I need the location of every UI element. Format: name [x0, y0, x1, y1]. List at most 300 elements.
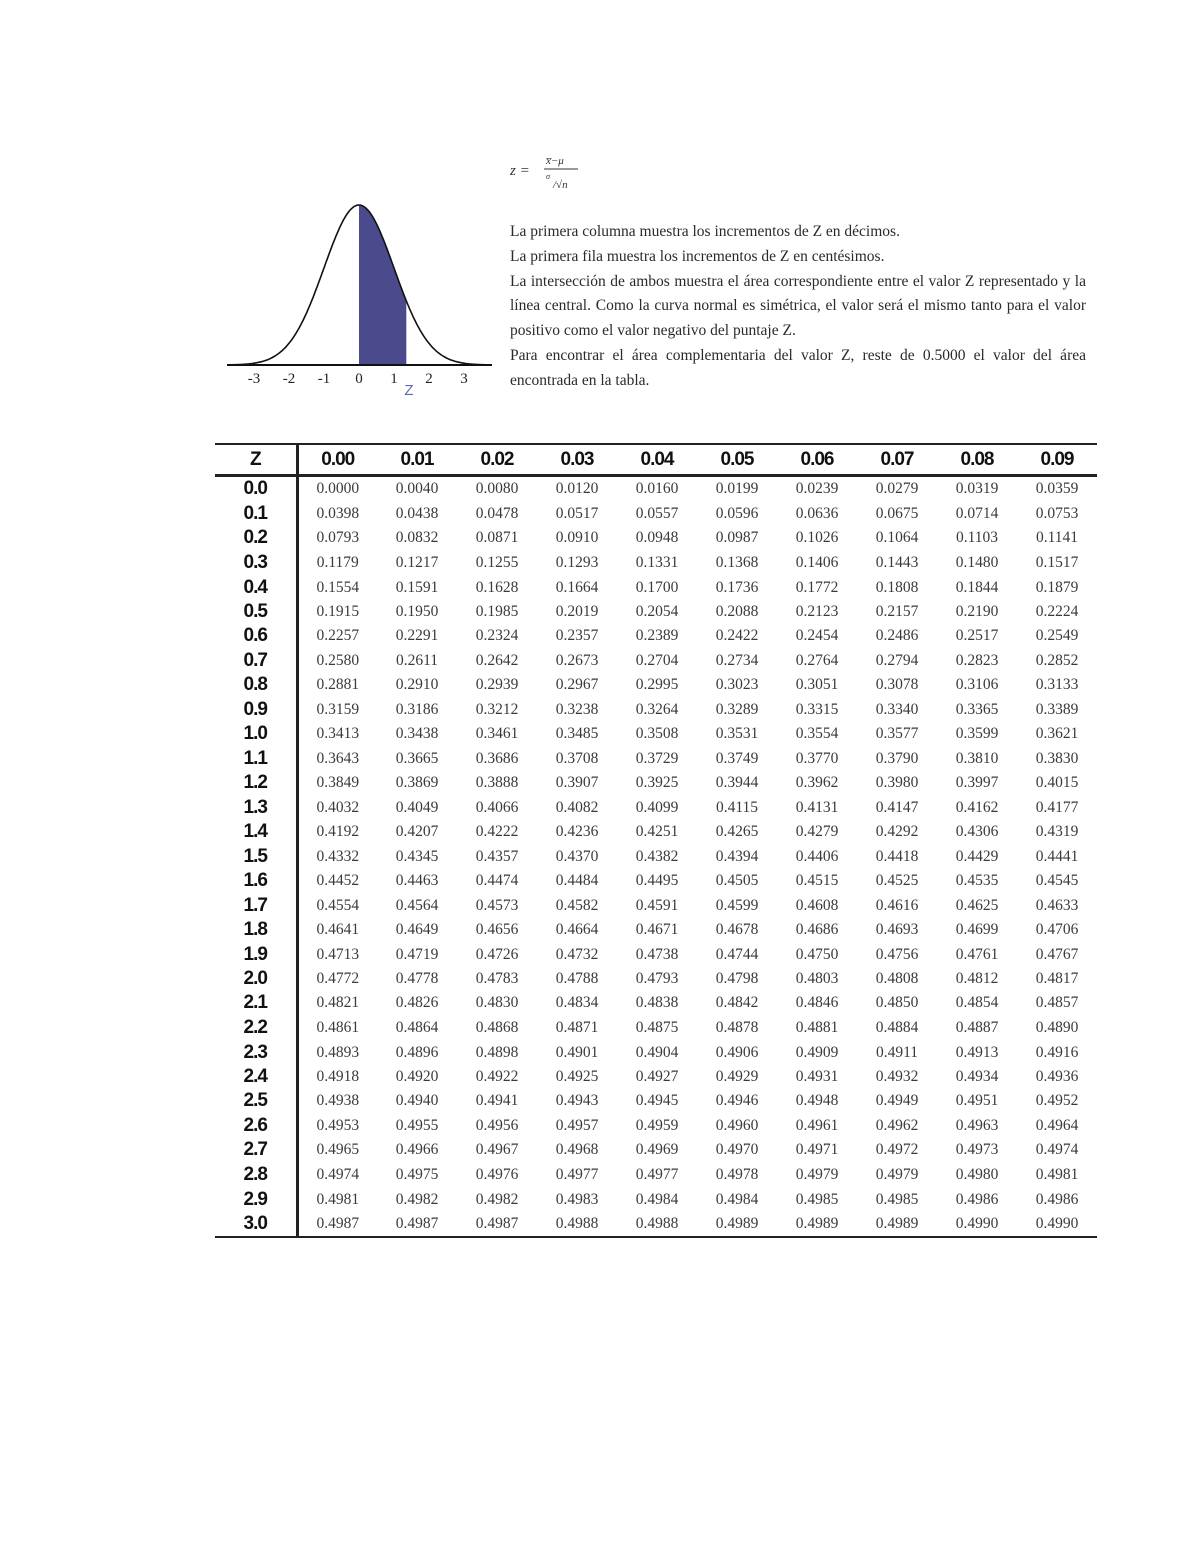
table-cell: 0.4783 [475, 970, 519, 988]
table-cell: 0.4989 [857, 1212, 937, 1237]
table-cell: 0.4713 [316, 945, 360, 963]
table-cell: 0.4946 [715, 1092, 759, 1110]
table-cell: 0.4463 [395, 872, 439, 890]
axis-tick-label: -3 [247, 371, 261, 387]
column-header: 0.02 [457, 444, 537, 476]
column-header: 0.00 [297, 444, 377, 476]
table-cell: 0.4616 [875, 896, 919, 914]
table-cell: 0.2673 [555, 651, 599, 669]
table-cell: 0.1808 [875, 578, 919, 596]
table-cell: 0.4978 [715, 1165, 759, 1183]
table-cell: 0.4131 [795, 798, 839, 816]
table-cell: 0.4982 [395, 1190, 439, 1208]
table-cell: 0.0398 [316, 504, 360, 522]
table-cell: 0.4693 [875, 921, 919, 939]
table-cell: 0.4099 [635, 798, 679, 816]
table-cell: 0.3925 [635, 774, 679, 792]
table-cell: 0.4984 [635, 1190, 679, 1208]
table-cell: 0.4986 [1035, 1190, 1079, 1208]
table-header-row [215, 444, 1097, 476]
table-cell: 0.4599 [715, 896, 759, 914]
column-header: 0.03 [537, 444, 617, 476]
z-row-label: 2.9 [215, 1187, 297, 1212]
table-cell: 0.0871 [475, 529, 519, 547]
table-cell: 0.2939 [475, 676, 519, 694]
table-cell: 0.3749 [715, 749, 759, 767]
table-cell: 0.4719 [395, 945, 439, 963]
table-cell: 0.3133 [1035, 676, 1079, 694]
table-cell: 0.4925 [555, 1068, 599, 1086]
table-cell: 0.4987 [457, 1212, 537, 1237]
table-cell: 0.4977 [635, 1165, 679, 1183]
z-row-label: 0.9 [215, 698, 297, 723]
table-cell: 0.4838 [635, 994, 679, 1012]
table-cell: 0.4987 [297, 1212, 377, 1237]
table-cell: 0.4406 [795, 847, 839, 865]
table-cell: 0.4927 [635, 1068, 679, 1086]
axis-tick-label: -1 [317, 371, 331, 387]
table-cell: 0.4678 [715, 921, 759, 939]
table-cell: 0.4887 [955, 1018, 999, 1036]
table-cell: 0.3159 [316, 701, 360, 719]
table-cell: 0.4973 [955, 1141, 999, 1159]
table-body [215, 476, 1097, 1237]
table-cell: 0.4989 [697, 1212, 777, 1237]
table-cell: 0.4943 [555, 1092, 599, 1110]
table-cell: 0.4608 [795, 896, 839, 914]
table-cell: 0.3554 [795, 725, 839, 743]
table-cell: 0.4222 [475, 823, 519, 841]
table-cell: 0.4934 [955, 1068, 999, 1086]
table-row [215, 1138, 1097, 1163]
table-cell: 0.4906 [715, 1043, 759, 1061]
table-row [215, 476, 1097, 502]
table-cell: 0.4959 [635, 1116, 679, 1134]
table-cell: 0.4913 [955, 1043, 999, 1061]
normal-curve-figure [222, 195, 497, 405]
table-cell: 0.4082 [555, 798, 599, 816]
table-cell: 0.1064 [875, 529, 919, 547]
table-cell: 0.4881 [795, 1018, 839, 1036]
axis-tick-label: 2 [425, 371, 433, 387]
table-cell: 0.2224 [1035, 602, 1079, 620]
table-cell: 0.4236 [555, 823, 599, 841]
table-cell: 0.3944 [715, 774, 759, 792]
table-cell: 0.4987 [377, 1212, 457, 1237]
table-row [215, 722, 1097, 746]
table-cell: 0.3315 [795, 701, 839, 719]
table-cell: 0.4857 [1035, 994, 1079, 1012]
table-cell: 0.4306 [955, 823, 999, 841]
z-row-label: 1.9 [215, 943, 297, 968]
table-cell: 0.3665 [395, 749, 439, 767]
z-marker-label: Z [404, 382, 414, 399]
table-cell: 0.4066 [475, 798, 519, 816]
table-cell: 0.1293 [555, 554, 599, 572]
table-cell: 0.4949 [875, 1092, 919, 1110]
table-cell: 0.0636 [795, 504, 839, 522]
table-cell: 0.4977 [555, 1165, 599, 1183]
z-row-label: 2.8 [215, 1163, 297, 1188]
table-row [215, 796, 1097, 821]
table-cell: 0.1879 [1035, 578, 1079, 596]
table-cell: 0.4656 [475, 921, 519, 939]
z-row-label: 2.2 [215, 1016, 297, 1041]
table-cell: 0.1772 [795, 578, 839, 596]
table-cell: 0.4834 [555, 994, 599, 1012]
table-cell: 0.3790 [875, 749, 919, 767]
instructions-text [510, 220, 1086, 394]
z-row-label: 1.2 [215, 771, 297, 796]
table-cell: 0.4706 [1035, 921, 1079, 939]
table-cell: 0.4911 [875, 1043, 919, 1061]
table-row [215, 1065, 1097, 1090]
table-cell: 0.4505 [715, 872, 759, 890]
table-cell: 0.3830 [1035, 749, 1079, 767]
table-cell: 0.4115 [715, 798, 759, 816]
table-row [215, 1089, 1097, 1113]
table-cell: 0.4761 [955, 945, 999, 963]
z-row-label: 2.5 [215, 1089, 297, 1113]
instruction-line: Para encontrar el área complementaria del valor Z, reste de 0.5000 el valor del área encontrada en la tabla. [510, 346, 1086, 389]
table-cell: 0.2549 [1035, 627, 1079, 645]
table-cell: 0.4738 [635, 945, 679, 963]
z-row-label: 0.1 [215, 502, 297, 527]
shaded-area [359, 205, 406, 365]
axis-tick-label: -2 [282, 371, 296, 387]
table-cell: 0.4971 [795, 1141, 839, 1159]
table-cell: 0.4980 [955, 1165, 999, 1183]
table-cell: 0.0080 [475, 480, 519, 498]
table-cell: 0.4441 [1035, 847, 1079, 865]
table-cell: 0.1368 [715, 554, 759, 572]
table-cell: 0.4788 [555, 970, 599, 988]
table-cell: 0.0478 [475, 504, 519, 522]
table-cell: 0.3485 [555, 725, 599, 743]
z-row-label: 2.4 [215, 1065, 297, 1090]
table-cell: 0.2486 [875, 627, 919, 645]
table-cell: 0.4922 [475, 1068, 519, 1086]
table-cell: 0.4793 [635, 970, 679, 988]
table-cell: 0.1443 [875, 554, 919, 572]
table-cell: 0.2642 [475, 651, 519, 669]
z-row-label: 0.8 [215, 673, 297, 698]
table-cell: 0.3888 [475, 774, 519, 792]
table-cell: 0.4960 [715, 1116, 759, 1134]
table-cell: 0.4726 [475, 945, 519, 963]
table-cell: 0.4988 [537, 1212, 617, 1237]
table-cell: 0.4756 [875, 945, 919, 963]
table-cell: 0.4871 [555, 1018, 599, 1036]
table-cell: 0.4901 [555, 1043, 599, 1061]
table-cell: 0.4974 [1035, 1141, 1079, 1159]
table-row [215, 771, 1097, 796]
table-cell: 0.0753 [1035, 504, 1079, 522]
table-cell: 0.4898 [475, 1043, 519, 1061]
table-cell: 0.2823 [955, 651, 999, 669]
table-cell: 0.1255 [475, 554, 519, 572]
table-cell: 0.4957 [555, 1116, 599, 1134]
column-header: 0.01 [377, 444, 457, 476]
table-cell: 0.2324 [475, 627, 519, 645]
table-cell: 0.4966 [395, 1141, 439, 1159]
table-row [215, 746, 1097, 771]
table-cell: 0.4582 [555, 896, 599, 914]
table-cell: 0.4986 [955, 1190, 999, 1208]
table-cell: 0.3264 [635, 701, 679, 719]
table-cell: 0.3389 [1035, 701, 1079, 719]
table-cell: 0.4664 [555, 921, 599, 939]
axis-tick-label: 1 [390, 371, 398, 387]
instruction-line: La intersección de ambos muestra el área correspondiente entre el valor Z representado y la línea central. Como la curva normal es simétrica, el valor será el mismo tanto para el valor positivo como el valor negativo del puntaje Z. [510, 272, 1086, 340]
table-cell: 0.4985 [875, 1190, 919, 1208]
axis-tick-label: 0 [355, 371, 363, 387]
table-cell: 0.4979 [875, 1165, 919, 1183]
table-cell: 0.4573 [475, 896, 519, 914]
table-cell: 0.4981 [1035, 1165, 1079, 1183]
table-cell: 0.4893 [316, 1043, 360, 1061]
table-cell: 0.3365 [955, 701, 999, 719]
z-row-label: 0.7 [215, 649, 297, 674]
z-row-label: 2.6 [215, 1113, 297, 1138]
table-cell: 0.3531 [715, 725, 759, 743]
table-cell: 0.2123 [795, 602, 839, 620]
table-cell: 0.4207 [395, 823, 439, 841]
table-cell: 0.3621 [1035, 725, 1079, 743]
table-cell: 0.2704 [635, 651, 679, 669]
table-cell: 0.4162 [955, 798, 999, 816]
table-cell: 0.3340 [875, 701, 919, 719]
axis-tick-label: 3 [460, 371, 468, 387]
z-row-label: 1.8 [215, 918, 297, 943]
table-cell: 0.3980 [875, 774, 919, 792]
table-cell: 0.4251 [635, 823, 679, 841]
table-cell: 0.0557 [635, 504, 679, 522]
table-cell: 0.4319 [1035, 823, 1079, 841]
table-cell: 0.4932 [875, 1068, 919, 1086]
table-cell: 0.2019 [555, 602, 599, 620]
table-cell: 0.4382 [635, 847, 679, 865]
instruction-line: La primera columna muestra los incrementos de Z en décimos. [510, 223, 900, 240]
table-cell: 0.4878 [715, 1018, 759, 1036]
table-cell: 0.4850 [875, 994, 919, 1012]
table-cell: 0.4962 [875, 1116, 919, 1134]
table-cell: 0.4884 [875, 1018, 919, 1036]
z-row-label: 2.0 [215, 967, 297, 991]
z-row-label: 0.4 [215, 575, 297, 600]
table-row [215, 698, 1097, 723]
table-cell: 0.4963 [955, 1116, 999, 1134]
table-cell: 0.2422 [715, 627, 759, 645]
table-cell: 0.4861 [316, 1018, 360, 1036]
table-row [215, 624, 1097, 649]
table-cell: 0.3997 [955, 774, 999, 792]
table-cell: 0.4591 [635, 896, 679, 914]
table-cell: 0.4545 [1035, 872, 1079, 890]
z-formula [510, 148, 630, 200]
table-cell: 0.3212 [475, 701, 519, 719]
table-row [215, 1040, 1097, 1065]
table-cell: 0.3686 [475, 749, 519, 767]
column-header: 0.05 [697, 444, 777, 476]
table-cell: 0.4940 [395, 1092, 439, 1110]
table-cell: 0.1103 [955, 529, 999, 547]
table-row [215, 502, 1097, 527]
table-row [215, 820, 1097, 845]
table-cell: 0.3461 [475, 725, 519, 743]
table-row [215, 893, 1097, 918]
table-row [215, 600, 1097, 624]
table-cell: 0.4983 [555, 1190, 599, 1208]
instruction-line: La primera fila muestra los incrementos de Z en centésimos. [510, 247, 885, 265]
formula-denominator: /√n [553, 179, 568, 191]
z-row-label: 1.7 [215, 893, 297, 918]
table-cell: 0.4868 [475, 1018, 519, 1036]
table-cell: 0.4147 [875, 798, 919, 816]
table-cell: 0.3599 [955, 725, 999, 743]
table-cell: 0.4916 [1035, 1043, 1079, 1061]
table-cell: 0.1950 [395, 602, 439, 620]
column-header: 0.07 [857, 444, 937, 476]
z-row-label: 1.4 [215, 820, 297, 845]
table-cell: 0.4418 [875, 847, 919, 865]
z-row-label: 3.0 [215, 1212, 297, 1237]
table-row [215, 673, 1097, 698]
table-cell: 0.4015 [1035, 774, 1079, 792]
table-cell: 0.1406 [795, 554, 839, 572]
table-cell: 0.4525 [875, 872, 919, 890]
table-cell: 0.4292 [875, 823, 919, 841]
table-cell: 0.4875 [635, 1018, 679, 1036]
table-cell: 0.2054 [635, 602, 679, 620]
table-cell: 0.0832 [395, 529, 439, 547]
table-cell: 0.0987 [715, 529, 759, 547]
table-cell: 0.1915 [316, 602, 360, 620]
table-row [215, 845, 1097, 869]
table-cell: 0.4982 [475, 1190, 519, 1208]
table-cell: 0.3051 [795, 676, 839, 694]
table-cell: 0.0517 [555, 504, 599, 522]
table-cell: 0.4515 [795, 872, 839, 890]
table-cell: 0.4332 [316, 847, 360, 865]
table-cell: 0.3869 [395, 774, 439, 792]
table-cell: 0.4864 [395, 1018, 439, 1036]
table-cell: 0.0359 [1035, 480, 1079, 498]
table-cell: 0.3962 [795, 774, 839, 792]
table-cell: 0.4976 [475, 1165, 519, 1183]
table-cell: 0.0199 [715, 480, 759, 498]
table-cell: 0.0239 [795, 480, 839, 498]
table-cell: 0.4951 [955, 1092, 999, 1110]
table-cell: 0.4896 [395, 1043, 439, 1061]
z-table [215, 443, 1097, 1238]
column-header: 0.09 [1017, 444, 1097, 476]
z-row-label: 0.3 [215, 551, 297, 576]
table-cell: 0.4953 [316, 1116, 360, 1134]
table-cell: 0.4941 [475, 1092, 519, 1110]
table-cell: 0.4970 [715, 1141, 759, 1159]
table-cell: 0.1591 [395, 578, 439, 596]
table-cell: 0.2357 [555, 627, 599, 645]
table-cell: 0.0596 [715, 504, 759, 522]
formula-numerator: x̅−μ [546, 155, 564, 167]
table-cell: 0.1480 [955, 554, 999, 572]
z-row-label: 2.7 [215, 1138, 297, 1163]
z-row-label: 1.0 [215, 722, 297, 746]
table-cell: 0.3708 [555, 749, 599, 767]
table-cell: 0.3907 [555, 774, 599, 792]
table-cell: 0.4554 [316, 896, 360, 914]
table-cell: 0.4965 [316, 1141, 360, 1159]
table-row [215, 551, 1097, 576]
table-cell: 0.3770 [795, 749, 839, 767]
z-row-label: 1.1 [215, 746, 297, 771]
table-cell: 0.4920 [395, 1068, 439, 1086]
table-cell: 0.3186 [395, 701, 439, 719]
z-row-label: 0.0 [215, 476, 297, 502]
table-cell: 0.2454 [795, 627, 839, 645]
table-cell: 0.4564 [395, 896, 439, 914]
table-cell: 0.0319 [955, 480, 999, 498]
table-row [215, 918, 1097, 943]
table-cell: 0.4495 [635, 872, 679, 890]
table-cell: 0.2257 [316, 627, 360, 645]
table-cell: 0.4177 [1035, 798, 1079, 816]
table-cell: 0.2852 [1035, 651, 1079, 669]
table-cell: 0.2794 [875, 651, 919, 669]
table-cell: 0.3023 [715, 676, 759, 694]
table-cell: 0.1141 [1035, 529, 1079, 547]
table-cell: 0.4846 [795, 994, 839, 1012]
table-cell: 0.4985 [795, 1190, 839, 1208]
table-cell: 0.4956 [475, 1116, 519, 1134]
table-cell: 0.4452 [316, 872, 360, 890]
table-cell: 0.2881 [316, 676, 360, 694]
table-row [215, 967, 1097, 991]
table-cell: 0.3643 [316, 749, 360, 767]
table-row [215, 649, 1097, 674]
column-header: 0.06 [777, 444, 857, 476]
z-row-label: 1.3 [215, 796, 297, 821]
table-cell: 0.4394 [715, 847, 759, 865]
table-cell: 0.4699 [955, 921, 999, 939]
table-cell: 0.3078 [875, 676, 919, 694]
table-cell: 0.0793 [316, 529, 360, 547]
table-cell: 0.4767 [1035, 945, 1079, 963]
table-cell: 0.3849 [316, 774, 360, 792]
table-cell: 0.4812 [955, 970, 999, 988]
table-cell: 0.4990 [937, 1212, 1017, 1237]
table-cell: 0.4772 [316, 970, 360, 988]
table-cell: 0.1331 [635, 554, 679, 572]
z-row-label: 2.3 [215, 1040, 297, 1065]
table-cell: 0.4990 [1017, 1212, 1097, 1237]
table-cell: 0.4931 [795, 1068, 839, 1086]
table-cell: 0.4750 [795, 945, 839, 963]
table-cell: 0.2764 [795, 651, 839, 669]
table-cell: 0.4975 [395, 1165, 439, 1183]
table-cell: 0.2580 [316, 651, 360, 669]
axis-labels [248, 371, 468, 387]
table-row [215, 575, 1097, 600]
table-cell: 0.4484 [555, 872, 599, 890]
table-cell: 0.4803 [795, 970, 839, 988]
table-cell: 0.4830 [475, 994, 519, 1012]
table-cell: 0.4981 [316, 1190, 360, 1208]
table-cell: 0.0160 [635, 480, 679, 498]
table-cell: 0.4854 [955, 994, 999, 1012]
table-cell: 0.3577 [875, 725, 919, 743]
